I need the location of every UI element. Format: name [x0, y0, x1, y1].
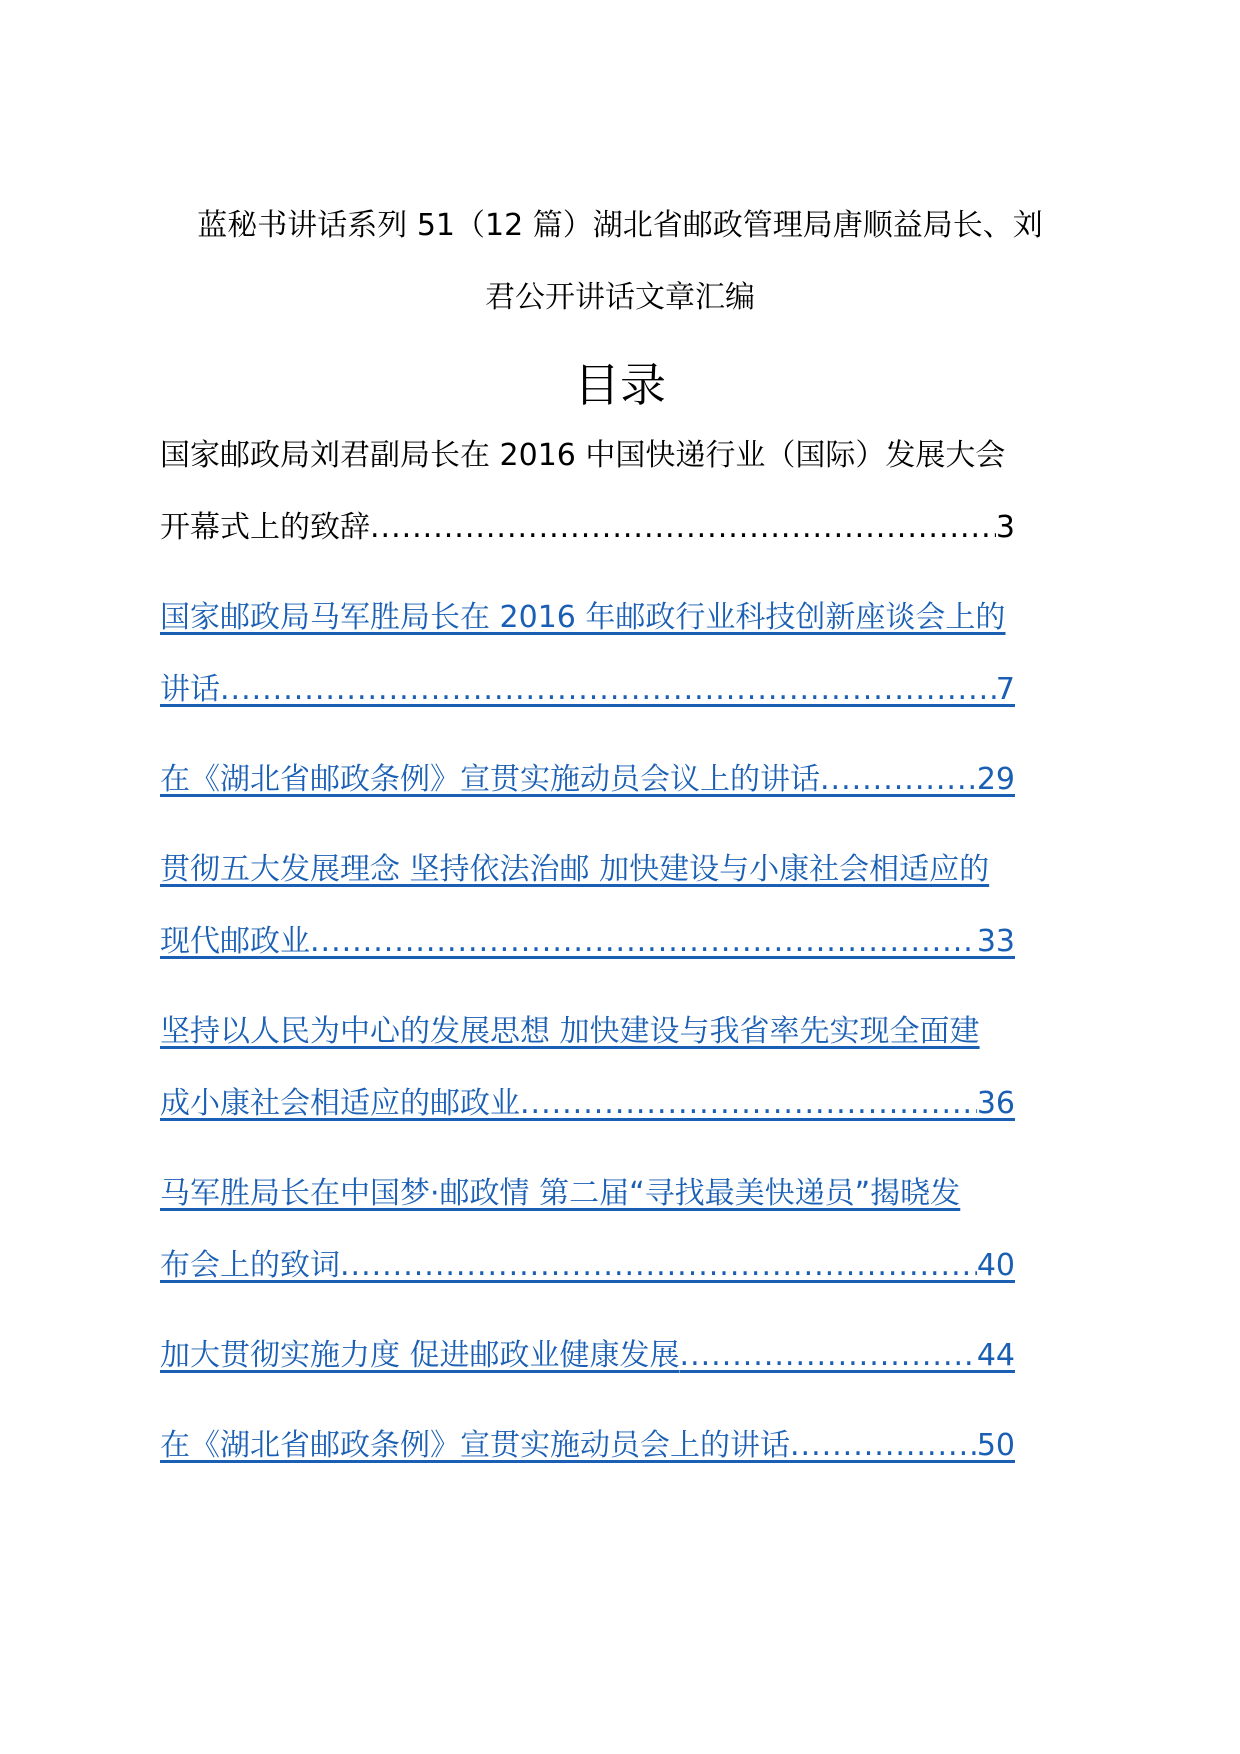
- toc-entry-8[interactable]: [160, 1410, 1090, 1482]
- toc-page-number: 29: [976, 762, 1015, 797]
- toc-dot-leader: [520, 1068, 977, 1140]
- toc-entry-6[interactable]: [160, 1158, 1090, 1302]
- toc-entry-title-line: 坚持以人民为中心的发展思想 加快建设与我省率先实现全面建: [160, 1014, 980, 1049]
- toc-entry-title-end: 布会上的致词: [160, 1248, 340, 1283]
- toc-page-number: 36: [976, 1086, 1015, 1121]
- toc-page-number: 7: [995, 672, 1015, 707]
- toc-page-number: 33: [976, 924, 1015, 959]
- toc-dot-leader: [310, 906, 977, 978]
- toc-entry-7[interactable]: [160, 1320, 1090, 1392]
- toc-entry-last-line: [160, 1068, 1015, 1140]
- toc-page-number: 50: [976, 1428, 1015, 1463]
- toc-entry-title-end: 成小康社会相适应的邮政业: [160, 1086, 520, 1121]
- toc-dot-leader: [820, 744, 977, 816]
- toc-entry-title-line: 国家邮政局马军胜局长在 2016 年邮政行业科技创新座谈会上的: [160, 600, 1006, 635]
- toc-entry-5[interactable]: [160, 996, 1090, 1140]
- toc-entry-last-line: [160, 1230, 1015, 1302]
- toc-entry-last-line: [160, 1320, 1015, 1392]
- document-title-line-1: 蓝秘书讲话系列 51（12 篇）湖北省邮政管理局唐顺益局长、刘: [197, 208, 1043, 243]
- toc-entry-title-end: 现代邮政业: [160, 924, 310, 959]
- toc-entry-last-line: [160, 492, 1015, 564]
- toc-entry-title: 在《湖北省邮政条例》宣贯实施动员会议上的讲话: [160, 762, 820, 797]
- toc-entry-4[interactable]: [160, 834, 1090, 978]
- toc-dot-leader: [790, 1410, 977, 1482]
- toc-entry-last-line: [160, 906, 1015, 978]
- toc-entry-title: 在《湖北省邮政条例》宣贯实施动员会上的讲话: [160, 1428, 790, 1463]
- toc-dot-leader: [340, 1230, 977, 1302]
- toc-page-number: 44: [976, 1338, 1015, 1373]
- toc-entry-title-line: 国家邮政局刘君副局长在 2016 中国快递行业（国际）发展大会: [160, 438, 1006, 473]
- toc-entry-title-line: 贯彻五大发展理念 坚持依法治邮 加快建设与小康社会相适应的: [160, 852, 990, 887]
- toc-dot-leader: [680, 1320, 977, 1392]
- toc-entry-3[interactable]: [160, 744, 1090, 816]
- toc-heading: 目录: [574, 358, 666, 412]
- toc-entry-title-line: 马军胜局长在中国梦·邮政情 第二届“寻找最美快递员”揭晓发: [160, 1176, 961, 1211]
- toc-entry-title-end: 讲话: [160, 672, 220, 707]
- toc-entry-1[interactable]: [160, 420, 1090, 564]
- toc-entry-title: 加大贯彻实施力度 促进邮政业健康发展: [160, 1338, 680, 1373]
- toc-entry-title-end: 开幕式上的致辞: [160, 510, 370, 545]
- toc-dot-leader: [370, 492, 996, 564]
- toc-page-number: 3: [995, 510, 1015, 545]
- toc-entry-last-line: [160, 654, 1015, 726]
- document-title: [150, 190, 1090, 334]
- toc-entry-last-line: [160, 1410, 1015, 1482]
- toc-entry-2[interactable]: [160, 582, 1090, 726]
- toc-entry-last-line: [160, 744, 1015, 816]
- toc-dot-leader: [220, 654, 996, 726]
- toc-page-number: 40: [976, 1248, 1015, 1283]
- table-of-contents: [160, 420, 1090, 1500]
- document-title-line-2: 君公开讲话文章汇编: [485, 280, 755, 315]
